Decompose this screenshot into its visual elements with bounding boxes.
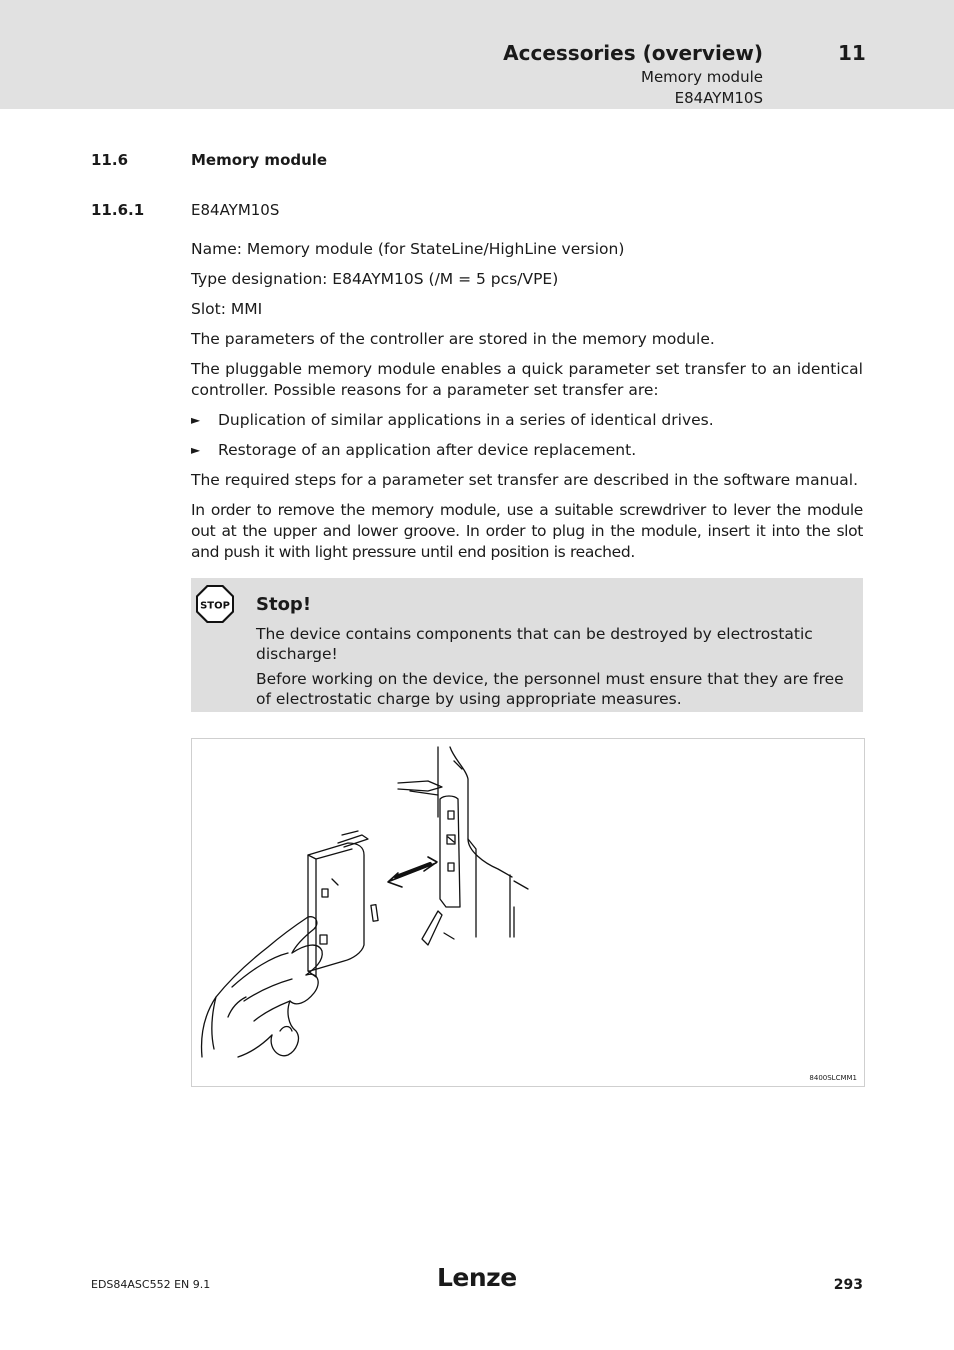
- list-item-text: Duplication of similar applications in a series of identical drives.: [218, 411, 714, 429]
- list-item-text: Restorage of an application after device replacement.: [218, 441, 637, 459]
- slot-line: Slot: MMI: [191, 300, 263, 318]
- name-line: Name: Memory module (for StateLine/HighLine version): [191, 240, 625, 258]
- stop-sign-label: STOP: [200, 600, 230, 612]
- stop-title: Stop!: [256, 594, 312, 615]
- warning-line: The device contains components that can be destroyed by electrostatic discharge!: [256, 625, 813, 663]
- chapter-number: 11: [838, 41, 866, 65]
- subsection-number: 11.6.1: [91, 201, 145, 219]
- memory-module-illustration: [192, 739, 864, 1086]
- stop-warning-box: [191, 578, 863, 712]
- type-designation-line: Type designation: E84AYM10S (/M = 5 pcs/VPE): [191, 270, 559, 288]
- document-id: EDS84ASC552 EN 9.1: [91, 1278, 211, 1291]
- paragraph: The required steps for a parameter set transfer are described in the software manual.: [191, 471, 859, 489]
- figure-code: 8400SLCMM1: [809, 1074, 857, 1082]
- body-text: [191, 239, 863, 572]
- page-number: 293: [833, 1277, 863, 1293]
- stop-text: [256, 624, 856, 714]
- lenze-logo: Lenze: [437, 1263, 517, 1292]
- paragraph: The pluggable memory module enables a quick parameter set transfer to an identical controller. Possible reasons for a parameter set transfer are:: [191, 360, 863, 399]
- bullet-arrow-icon: ►: [191, 413, 201, 427]
- paragraph: The parameters of the controller are stored in the memory module.: [191, 330, 715, 348]
- header-band: [0, 0, 954, 109]
- bullet-arrow-icon: ►: [191, 443, 201, 457]
- subsection-title: E84AYM10S: [191, 201, 280, 219]
- header-subtitle: Memory module: [641, 68, 763, 86]
- list-item: [191, 410, 863, 431]
- header-title: Accessories (overview): [503, 41, 763, 65]
- memory-module-figure: [191, 738, 865, 1087]
- list-item: [191, 440, 863, 461]
- warning-line: Before working on the device, the personnel must ensure that they are free of electrostatic charge by using appropriate measures.: [256, 670, 844, 708]
- section-title: Memory module: [191, 151, 328, 169]
- section-number: 11.6: [91, 151, 129, 169]
- stop-sign-icon: [196, 585, 234, 623]
- header-product-code: E84AYM10S: [674, 89, 763, 107]
- paragraph: In order to remove the memory module, use a suitable screwdriver to lever the module out at the upper and lower groove. In order to plug in the module, insert it into the slot and push it with light pressure until end position is reached.: [191, 501, 863, 561]
